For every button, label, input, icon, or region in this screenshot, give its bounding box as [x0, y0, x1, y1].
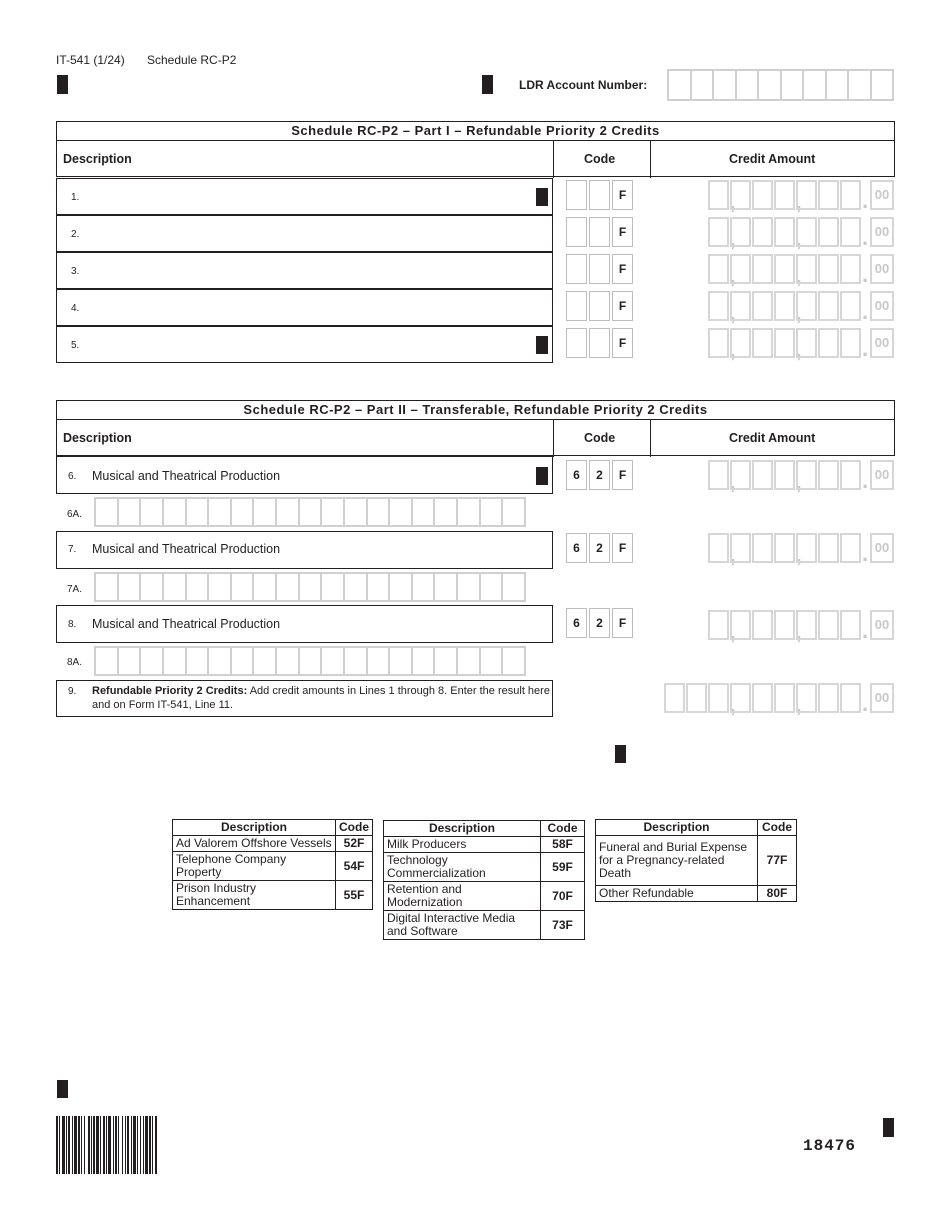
part1-title: Schedule RC-P2 – Part I – Refundable Priority 2 Credits — [57, 122, 894, 141]
part1-col-amount: Credit Amount — [729, 152, 816, 166]
table-row: Telephone Company Property 54F — [173, 852, 373, 881]
line-number: 8. — [68, 619, 77, 630]
line-6-row — [56, 456, 553, 494]
line-number: 4. — [71, 303, 80, 314]
line-description: Musical and Theatrical Production — [92, 542, 281, 556]
barcode-icon — [56, 1116, 230, 1174]
table-row: Other Refundable 80F — [596, 886, 797, 902]
code-reference-table-2: Description Code Milk Producers 58F Technology Commercialization 59F Retention and Modernization 70F Digital Interactive Media and Software 73F — [383, 820, 585, 940]
line-7-row — [56, 531, 553, 569]
line-7a-label: 7A. — [67, 584, 83, 595]
part1-col-code: Code — [584, 152, 616, 166]
line-2-row[interactable] — [56, 215, 553, 252]
line-number: 9. — [68, 686, 77, 697]
part2-col-amount: Credit Amount — [729, 431, 816, 445]
line-4-row[interactable] — [56, 289, 553, 326]
ldr-account-label: LDR Account Number: — [519, 78, 648, 92]
line-5-code-input[interactable]: F — [566, 328, 635, 360]
registration-mark — [536, 467, 548, 485]
form-number: 18476 — [803, 1137, 857, 1155]
line-8-amount-input[interactable]: , , . 00 — [708, 610, 894, 642]
part1-col-description: Description — [63, 152, 132, 166]
line-7-amount-input[interactable]: , , . 00 — [708, 533, 894, 565]
part2-col-code: Code — [584, 431, 616, 445]
line-5-row[interactable] — [56, 326, 553, 363]
form-id: IT-541 (1/24) — [56, 53, 125, 67]
line-description: Musical and Theatrical Production — [92, 617, 281, 631]
part2-col-description: Description — [63, 431, 132, 445]
registration-mark — [883, 1118, 894, 1137]
line-7-code: 6 2 F — [566, 533, 635, 565]
line-8-row — [56, 605, 553, 643]
line-8-code: 6 2 F — [566, 608, 635, 640]
line-3-amount-input[interactable]: , , . 00 — [708, 254, 894, 286]
schedule-label: Schedule RC-P2 — [147, 53, 237, 67]
line-9-amount-input[interactable]: , , . 00 — [664, 683, 894, 715]
registration-mark — [482, 75, 493, 94]
line-3-code-input[interactable]: F — [566, 254, 635, 286]
registration-mark — [615, 745, 626, 763]
line-number: 2. — [71, 229, 80, 240]
line-6a-label: 6A. — [67, 509, 83, 520]
line-7a-input[interactable] — [94, 572, 526, 602]
line-6-code: 6 2 F — [566, 460, 635, 492]
table-row: Prison Industry Enhancement 55F — [173, 881, 373, 910]
line-3-row[interactable] — [56, 252, 553, 289]
line-1-code-input[interactable]: F — [566, 180, 635, 212]
line-description: Musical and Theatrical Production — [92, 469, 281, 483]
registration-mark — [57, 1080, 68, 1098]
line-9-description: Refundable Priority 2 Credits: Add credit amounts in Lines 1 through 8. Enter the result here and on Form IT-541, Line 11. — [92, 685, 550, 711]
code-reference-table-3: Description Code Funeral and Burial Expense for a Pregnancy-related Death 77F Other Refundable 80F — [595, 819, 797, 902]
table-row: Milk Producers 58F — [384, 837, 585, 853]
line-4-code-input[interactable]: F — [566, 291, 635, 323]
table-row: Digital Interactive Media and Software 73F — [384, 911, 585, 940]
line-number: 3. — [71, 266, 80, 277]
line-5-amount-input[interactable]: , , . 00 — [708, 328, 894, 360]
ldr-account-input[interactable] — [667, 69, 894, 101]
line-9-row — [56, 680, 553, 717]
line-number: 1. — [71, 192, 80, 203]
line-number: 6. — [68, 471, 77, 482]
registration-mark — [536, 336, 548, 354]
registration-mark — [536, 188, 548, 206]
line-6a-input[interactable] — [94, 497, 526, 527]
line-1-amount-input[interactable]: , , . 00 — [708, 180, 894, 212]
table-row: Funeral and Burial Expense for a Pregnancy-related Death 77F — [596, 836, 797, 886]
line-8a-input[interactable] — [94, 646, 526, 676]
part1-header — [56, 121, 895, 177]
part2-header — [56, 400, 895, 456]
line-number: 5. — [71, 340, 80, 351]
line-2-code-input[interactable]: F — [566, 217, 635, 249]
table-row: Ad Valorem Offshore Vessels 52F — [173, 836, 373, 852]
line-6-amount-input[interactable]: , , . 00 — [708, 460, 894, 492]
line-number: 7. — [68, 544, 77, 555]
table-row: Technology Commercialization 59F — [384, 853, 585, 882]
part2-title: Schedule RC-P2 – Part II – Transferable, Refundable Priority 2 Credits — [57, 401, 894, 420]
table-row: Retention and Modernization 70F — [384, 882, 585, 911]
line-4-amount-input[interactable]: , , . 00 — [708, 291, 894, 323]
line-2-amount-input[interactable]: , , . 00 — [708, 217, 894, 249]
line-1-row[interactable] — [56, 178, 553, 215]
code-reference-table-1: Description Code Ad Valorem Offshore Vessels 52F Telephone Company Property 54F Prison Industry Enhancement 55F — [172, 819, 373, 910]
registration-mark — [57, 75, 68, 94]
line-8a-label: 8A. — [67, 657, 83, 668]
